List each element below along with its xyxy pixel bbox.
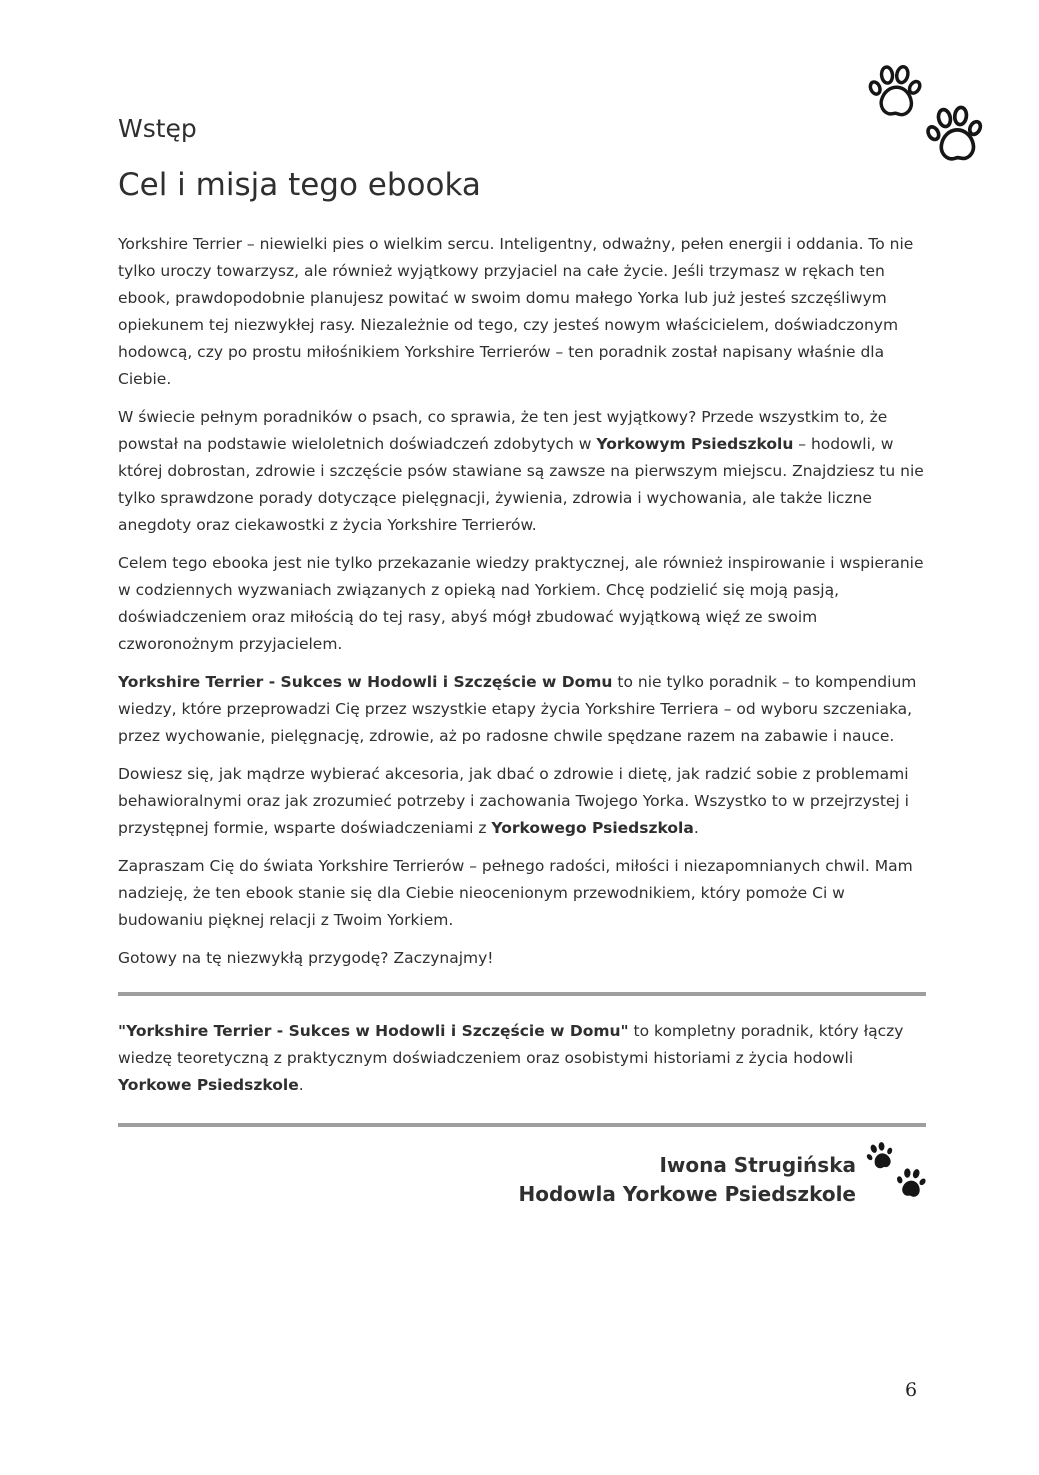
- signature-name: Iwona Strugińska: [659, 1153, 856, 1177]
- text-run: W świecie pełnym poradników o psach, co sprawia, że ten jest wyjątkowy? Przede wszystkim to, że powstał na podstawie wieloletnich doświadczeń zdobytych w: [118, 408, 888, 453]
- signature-block: [118, 1151, 926, 1209]
- bold-text-run: Yorkowego Psiedszkola: [491, 819, 694, 837]
- callout-text: [118, 1018, 926, 1099]
- paragraph: [118, 669, 926, 750]
- paw-filled-icon: [891, 1162, 933, 1206]
- text-run: Zapraszam Cię do świata Yorkshire Terrierów – pełnego radości, miłości i niezapomnianych chwil. Mam nadzieję, że ten ebook stanie się dla Ciebie nieocenionym przewodnikiem, który pomoże Ci w budowaniu pięknej relacji z Twoim Yorkiem.: [118, 857, 913, 929]
- bold-text-run: Yorkowym Psiedszkolu: [596, 435, 794, 453]
- signature-org: Hodowla Yorkowe Psiedszkole: [518, 1182, 856, 1206]
- paragraph: [118, 231, 926, 393]
- bold-text-run: "Yorkshire Terrier - Sukces w Hodowli i Szczęście w Domu": [118, 1022, 629, 1040]
- bold-text-run: Yorkshire Terrier - Sukces w Hodowli i Szczęście w Domu: [118, 673, 613, 691]
- bold-text-run: Yorkowe Psiedszkole: [118, 1076, 299, 1094]
- page-content: [118, 113, 926, 1209]
- page-title: Cel i misja tego ebooka: [118, 167, 481, 204]
- section-heading: Wstęp: [118, 114, 197, 143]
- text-run: to nie tylko poradnik – to kompendium wiedzy, które przeprowadzi Cię przez wszystkie etapy życia Yorkshire Terriera – od wyboru szczeniaka, przez wychowanie, pielęgnację, zdrowie, aż po radosne chwile spędzane razem na zabawie i nauce.: [118, 673, 917, 745]
- text-run: Celem tego ebooka jest nie tylko przekazanie wiedzy praktycznej, ale również inspirowanie i wspieranie w codziennych wyzwaniach związanych z opieką nad Yorkiem. Chcę podzielić się moją pasją, doświadczeniem oraz miłością do tej rasy, abyś mógł zbudować wyjątkową więź ze swoim czworonożnym przyjacielem.: [118, 554, 924, 653]
- paragraph: [118, 945, 926, 972]
- paw-outline-icon: [923, 100, 991, 172]
- text-run: Dowiesz się, jak mądrze wybierać akcesoria, jak dbać o zdrowie i dietę, jak radzić sobie z problemami behawioralnymi oraz jak zrozumieć potrzeby i zachowania Twojego Yorka. Wszystko to w przejrzystej i przystępnej formie, wsparte doświadczeniami z: [118, 765, 909, 837]
- callout-box: [118, 992, 926, 1127]
- text-run: .: [693, 819, 699, 837]
- paragraph: [118, 550, 926, 658]
- text-run: Gotowy na tę niezwykłą przygodę? Zaczynajmy!: [118, 949, 494, 967]
- text-run: Yorkshire Terrier – niewielki pies o wielkim sercu. Inteligentny, odważny, pełen energii i oddania. To nie tylko uroczy towarzysz, ale również wyjątkowy przyjaciel na całe życie. Jeśli trzymasz w rękach ten ebook, prawdopodobnie planujesz powitać w swoim domu małego Yorka lub już jesteś szczęśliwym opiekunem tej niezwykłej rasy. Niezależnie od tego, czy jesteś nowym właścicielem, doświadczonym hodowcą, czy po prostu miłośnikiem Yorkshire Terrierów – ten poradnik został napisany właśnie dla Ciebie.: [118, 235, 914, 388]
- body-paragraphs: [118, 231, 926, 972]
- text-run: .: [298, 1076, 304, 1094]
- paragraph: [118, 761, 926, 842]
- paragraph: [118, 404, 926, 539]
- paragraph: [118, 853, 926, 934]
- text-run: – hodowli, w której dobrostan, zdrowie i szczęście psów stawiane są zawsze na pierwszym miejscu. Znajdziesz tu nie tylko sprawdzone porady dotyczące pielęgnacji, żywienia, zdrowia i wychowania, ale także liczne anegdoty oraz ciekawostki z życia Yorkshire Terrierów.: [118, 435, 924, 534]
- page-number: 6: [905, 1379, 918, 1401]
- text-run: to kompletny poradnik, który łączy wiedzę teoretyczną z praktycznym doświadczeniem oraz osobistymi historiami z życia hodowli: [118, 1022, 904, 1067]
